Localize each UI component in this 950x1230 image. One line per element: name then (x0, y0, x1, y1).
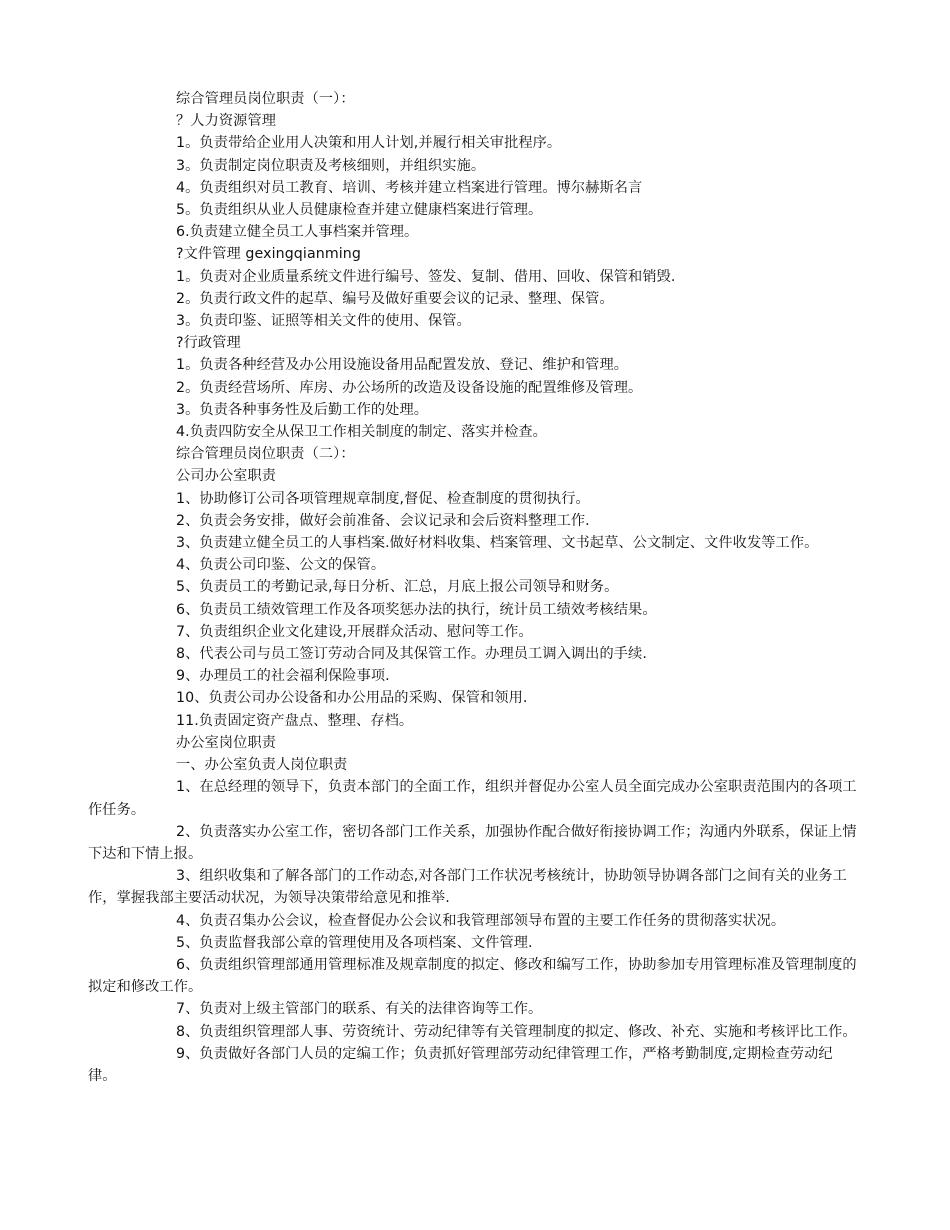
list-item: 5、负责员工的考勤记录,每日分析、汇总，月底上报公司领导和财务。 (176, 579, 619, 596)
list-item: 1。负责各种经营及办公用设施设备用品配置发放、登记、维护和管理。 (176, 357, 629, 374)
list-item: 1。负责带给企业用人决策和用人计划,并履行相关审批程序。 (176, 135, 562, 152)
list-item: 4.负责四防安全从保卫工作相关制度的制定、落实并检查。 (176, 424, 547, 441)
list-item: 1。负责对企业质量系统文件进行编号、签发、复制、借用、回收、保管和销毁. (176, 268, 676, 285)
list-item: 8、负责组织管理部人事、劳资统计、劳动纪律等有关管理制度的拟定、修改、补充、实施和考核评比工作。 (176, 1023, 857, 1040)
list-item: 9、负责做好各部门人员的定编工作；负责抓好管理部劳动纪律管理工作，严格考勤制度,定期检查劳动纪律。 (88, 1045, 833, 1084)
list-item: 3。负责印鉴、证照等相关文件的使用、保管。 (176, 313, 471, 330)
list-item: 11.负责固定资产盘点、整理、存档。 (176, 712, 414, 729)
subsection-heading: 一、办公室负责人岗位职责 (176, 757, 348, 774)
list-item: 8、代表公司与员工签订劳动合同及其保管工作。办理员工调入调出的手续. (176, 646, 647, 663)
list-item: 7、负责组织企业文化建设,开展群众活动、慰问等工作。 (176, 623, 533, 640)
list-item: 9、办理员工的社会福利保险事项. (176, 668, 390, 685)
list-item: 3、负责建立健全员工的人事档案.做好材料收集、档案管理、文书起草、公文制定、文件收发等工作。 (176, 535, 819, 552)
list-item: 5。负责组织从业人员健康检查并建立健康档案进行管理。 (176, 202, 543, 219)
list-item: 3。负责制定岗位职责及考核细则，并组织实施。 (176, 157, 486, 174)
list-item: 10、负责公司办公设备和办公用品的采购、保管和领用. (176, 690, 528, 707)
section-title: 综合管理员岗位职责（二）： (176, 446, 355, 463)
list-item: 3。负责各种事务性及后勤工作的处理。 (176, 401, 429, 418)
list-item: 6、负责员工绩效管理工作及各项奖惩办法的执行，统计员工绩效考核结果。 (176, 601, 657, 618)
list-item: 4。负责组织对员工教育、培训、考核并建立档案进行管理。博尔赫斯名言 (176, 179, 643, 196)
list-item: 2、负责会务安排，做好会前准备、会议记录和会后资料整理工作. (176, 512, 590, 529)
list-item: 1、在总经理的领导下，负责本部门的全面工作，组织并督促办公室人员全面完成办公室职责范围内的各项工作任务。 (88, 779, 857, 818)
list-item: 3、组织收集和了解各部门的工作动态,对各部门工作状况考核统计，协助领导协调各部门之间有关的业务工作，掌握我部主要活动状况，为领导决策带给意见和推举. (88, 868, 847, 907)
section-title: 综合管理员岗位职责（一）： (176, 91, 355, 107)
list-item: 2。负责行政文件的起草、编号及做好重要会议的记录、整理、保管。 (176, 290, 614, 307)
list-item: 4、负责公司印鉴、公文的保管。 (176, 557, 386, 574)
subsection-heading: ?文件管理 gexingqianming (176, 246, 362, 263)
list-item: 2、负责落实办公室工作，密切各部门工作关系，加强协作配合做好衔接协调工作；沟通内外联系，保证上情下达和下情上报。 (88, 823, 857, 862)
subsection-heading: 办公室岗位职责 (176, 734, 277, 751)
subsection-heading: ?行政管理 (176, 335, 241, 352)
list-item: 5、负责监督我部公章的管理使用及各项档案、文件管理. (176, 934, 533, 951)
list-item: 1、协助修订公司各项管理规章制度,督促、检查制度的贯彻执行。 (176, 490, 590, 507)
subsection-heading: ？人力资源管理 (176, 113, 277, 130)
list-item: 2。负责经营场所、库房、办公场所的改造及设备设施的配置维修及管理。 (176, 379, 643, 396)
list-item: 4、负责召集办公会议，检查督促办公会议和我管理部领导布置的主要工作任务的贯彻落实状况。 (176, 912, 786, 929)
list-item: 6、负责组织管理部通用管理标准及规章制度的拟定、修改和编写工作，协助参加专用管理标准及管理制度的拟定和修改工作。 (88, 956, 857, 996)
list-item: 7、负责对上级主管部门的联系、有关的法律咨询等工作。 (176, 1001, 543, 1018)
subsection-heading: 公司办公室职责 (176, 468, 277, 485)
document-body (88, 88, 860, 1087)
list-item: 6.负责建立健全员工人事档案并管理。 (176, 224, 419, 241)
